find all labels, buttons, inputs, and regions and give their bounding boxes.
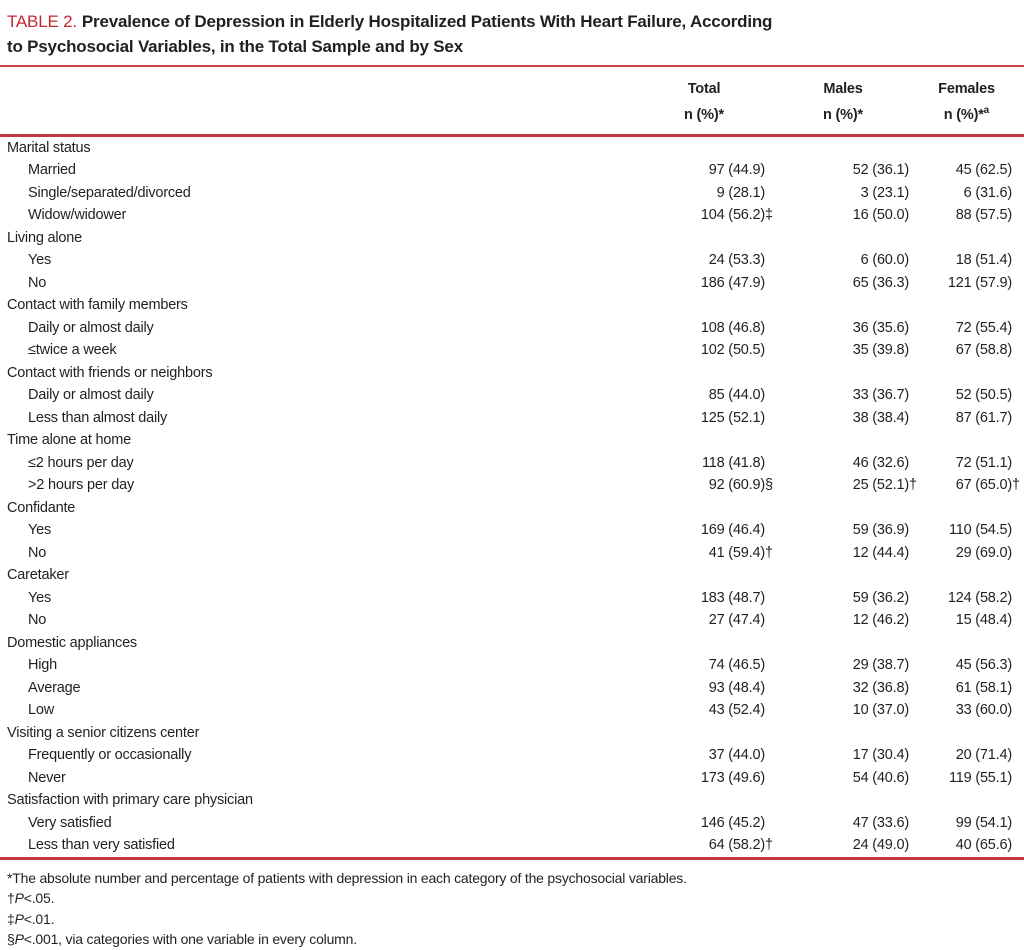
footnote-symbol: *: [7, 869, 13, 886]
data-row: [0, 159, 1024, 182]
row-label: Widow/widower: [28, 207, 127, 224]
row-label: >2 hours per day: [28, 477, 135, 494]
cell-number: 47 (33.6): [852, 814, 909, 831]
cell-number: 93 (48.4): [708, 679, 765, 696]
cell-value: [777, 159, 921, 182]
cell-number: 67 (58.8): [955, 342, 1012, 359]
cell-number: 12 (44.4): [852, 544, 909, 561]
group-row: [0, 632, 1024, 655]
cell-number: 59 (36.2): [852, 589, 909, 606]
footnote-line: [7, 868, 1016, 889]
data-row: [0, 812, 1024, 835]
cell-value: [643, 542, 777, 565]
cell-value: [643, 564, 777, 587]
column-header-males-name: Males: [823, 81, 863, 97]
data-row: [0, 272, 1024, 295]
row-label: Never: [28, 769, 66, 786]
cell-value: [777, 249, 921, 272]
cell-value: [777, 452, 921, 475]
cell-value: [921, 182, 1024, 205]
footnote-line: [7, 909, 1016, 930]
row-label: Yes: [28, 252, 52, 269]
cell-value: [777, 135, 921, 159]
cell-number: 15 (48.4): [955, 612, 1012, 629]
cell-number: 119 (55.1): [948, 769, 1012, 786]
cell-number: 108 (46.8): [700, 319, 765, 336]
cell-value: [921, 497, 1024, 520]
cell-number: 38 (38.4): [852, 409, 909, 426]
cell-value: [921, 609, 1024, 632]
group-label: Visiting a senior citizens center: [7, 724, 200, 741]
cell-value: [777, 699, 921, 722]
row-header-spacer: [0, 66, 643, 135]
cell-value: [643, 452, 777, 475]
row-label: Very satisfied: [28, 814, 112, 831]
cell-value: [777, 767, 921, 790]
cell-significance-marker: †: [1012, 477, 1020, 494]
data-row: [0, 654, 1024, 677]
cell-number: 85 (44.0): [708, 387, 765, 404]
cell-value: [643, 227, 777, 250]
group-row: [0, 789, 1024, 812]
row-label: High: [28, 657, 58, 674]
cell-value: [643, 834, 777, 858]
cell-number: 104 (56.2): [700, 207, 765, 224]
cell-number: 27 (47.4): [708, 612, 765, 629]
cell-value: [643, 407, 777, 430]
cell-value: [643, 587, 777, 610]
cell-number: 173 (49.6): [700, 769, 765, 786]
row-label: Yes: [28, 522, 52, 539]
cell-value: [921, 654, 1024, 677]
data-row: [0, 677, 1024, 700]
cell-value: [777, 834, 921, 858]
cell-value: [921, 677, 1024, 700]
cell-value: [921, 339, 1024, 362]
footnote-line: [7, 929, 1016, 950]
row-label: Married: [28, 162, 76, 179]
footnote-text: The absolute number and percentage of patients with depression in each category of the psychosocial variables.: [12, 869, 687, 886]
cell-number: 92 (60.9): [708, 477, 765, 494]
cell-value: [643, 609, 777, 632]
cell-number: 46 (32.6): [852, 454, 909, 471]
cell-value: [643, 497, 777, 520]
cell-number: 52 (50.5): [955, 387, 1012, 404]
cell-number: 43 (52.4): [708, 702, 765, 719]
data-row: [0, 452, 1024, 475]
cell-value: [777, 204, 921, 227]
row-label: Daily or almost daily: [28, 319, 154, 336]
cell-value: [777, 812, 921, 835]
cell-value: [921, 429, 1024, 452]
column-header-females: [921, 66, 1024, 135]
cell-number: 72 (55.4): [955, 319, 1012, 336]
cell-value: [777, 789, 921, 812]
footnote-text: <.01.: [23, 910, 55, 927]
cell-number: 37 (44.0): [708, 747, 765, 764]
cell-number: 33 (60.0): [955, 702, 1012, 719]
cell-number: 40 (65.6): [955, 837, 1012, 854]
footnote-p-italic: P: [14, 890, 24, 907]
row-label: ≤twice a week: [28, 342, 117, 359]
data-row: [0, 587, 1024, 610]
group-label: Living alone: [7, 229, 82, 246]
cell-number: 146 (45.2): [700, 814, 765, 831]
cell-value: [777, 474, 921, 497]
cell-value: [643, 182, 777, 205]
cell-number: 110 (54.5): [948, 522, 1012, 539]
column-header-total-name: Total: [687, 81, 721, 97]
cell-number: 6 (60.0): [860, 252, 909, 269]
data-row: [0, 249, 1024, 272]
cell-value: [777, 497, 921, 520]
cell-value: [777, 677, 921, 700]
cell-value: [777, 227, 921, 250]
cell-value: [921, 249, 1024, 272]
cell-value: [643, 474, 777, 497]
cell-value: [921, 159, 1024, 182]
cell-number: 87 (61.7): [955, 409, 1012, 426]
cell-number: 186 (47.9): [700, 274, 765, 291]
data-row: [0, 609, 1024, 632]
cell-number: 72 (51.1): [955, 454, 1012, 471]
cell-significance-marker: ‡: [765, 207, 773, 224]
row-label: Less than almost daily: [28, 409, 168, 426]
cell-value: [777, 407, 921, 430]
data-row: [0, 744, 1024, 767]
cell-number: 20 (71.4): [955, 747, 1012, 764]
group-label: Confidante: [7, 499, 76, 516]
cell-value: [643, 677, 777, 700]
column-header-females-name: Females: [938, 81, 995, 97]
cell-number: 6 (31.6): [963, 184, 1012, 201]
cell-value: [643, 812, 777, 835]
cell-number: 97 (44.9): [708, 162, 765, 179]
cell-value: [777, 722, 921, 745]
cell-value: [777, 294, 921, 317]
cell-number: 25 (52.1): [852, 477, 909, 494]
row-label: Low: [28, 702, 54, 719]
cell-number: 183 (48.7): [700, 589, 765, 606]
cell-value: [643, 654, 777, 677]
column-header-total-sub: n (%)*: [684, 106, 724, 123]
group-row: [0, 362, 1024, 385]
data-row: [0, 204, 1024, 227]
footnote-symbol: §: [7, 931, 15, 948]
cell-value: [921, 474, 1024, 497]
cell-number: 17 (30.4): [852, 747, 909, 764]
footnote-symbol: ‡: [7, 910, 15, 927]
cell-value: [777, 429, 921, 452]
cell-number: 59 (36.9): [852, 522, 909, 539]
cell-number: 45 (56.3): [955, 657, 1012, 674]
group-row: [0, 429, 1024, 452]
cell-value: [921, 767, 1024, 790]
cell-number: 32 (36.8): [852, 679, 909, 696]
group-row: [0, 135, 1024, 159]
group-row: [0, 227, 1024, 250]
cell-value: [921, 452, 1024, 475]
data-row: [0, 699, 1024, 722]
table-body: [0, 135, 1024, 858]
cell-value: [643, 159, 777, 182]
row-label: Daily or almost daily: [28, 387, 154, 404]
footnote-p-italic: P: [14, 931, 24, 948]
cell-value: [643, 135, 777, 159]
data-row: [0, 542, 1024, 565]
cell-value: [777, 587, 921, 610]
cell-value: [921, 542, 1024, 565]
group-row: [0, 564, 1024, 587]
row-label: Average: [28, 679, 81, 696]
cell-number: 35 (39.8): [852, 342, 909, 359]
group-row: [0, 722, 1024, 745]
table-title: [0, 9, 1024, 65]
cell-value: [921, 362, 1024, 385]
cell-significance-marker: †: [765, 544, 773, 561]
group-label: Satisfaction with primary care physician: [7, 792, 253, 809]
cell-value: [643, 317, 777, 340]
data-row: [0, 834, 1024, 858]
column-header-females-sup: a: [983, 105, 990, 116]
row-label: No: [28, 612, 47, 629]
cell-number: 54 (40.6): [852, 769, 909, 786]
cell-value: [921, 812, 1024, 835]
cell-value: [777, 362, 921, 385]
row-label: Single/separated/divorced: [28, 184, 191, 201]
cell-number: 24 (49.0): [852, 837, 909, 854]
cell-number: 169 (46.4): [700, 522, 765, 539]
cell-number: 118 (41.8): [701, 454, 765, 471]
cell-number: 36 (35.6): [852, 319, 909, 336]
cell-value: [643, 384, 777, 407]
group-row: [0, 497, 1024, 520]
data-row: [0, 182, 1024, 205]
cell-value: [777, 564, 921, 587]
column-header-males: [777, 66, 921, 135]
row-label: No: [28, 544, 47, 561]
footnote-symbol: †: [7, 890, 15, 907]
data-row: [0, 317, 1024, 340]
group-label: Time alone at home: [7, 432, 132, 449]
cell-value: [921, 564, 1024, 587]
cell-value: [777, 339, 921, 362]
cell-significance-marker: †: [909, 477, 917, 494]
cell-number: 16 (50.0): [852, 207, 909, 224]
cell-value: [777, 272, 921, 295]
data-row: [0, 474, 1024, 497]
cell-value: [643, 699, 777, 722]
cell-value: [921, 744, 1024, 767]
row-label: Frequently or occasionally: [28, 747, 192, 764]
cell-value: [921, 272, 1024, 295]
cell-value: [777, 317, 921, 340]
data-row: [0, 407, 1024, 430]
row-label: Less than very satisfied: [28, 837, 175, 854]
data-row: [0, 384, 1024, 407]
cell-value: [921, 632, 1024, 655]
table-title-line2: to Psychosocial Variables, in the Total Sample and by Sex: [7, 37, 463, 56]
cell-value: [921, 834, 1024, 858]
footnote-line: [7, 888, 1016, 909]
cell-value: [643, 249, 777, 272]
cell-number: 12 (46.2): [852, 612, 909, 629]
group-label: Caretaker: [7, 567, 69, 584]
cell-value: [643, 429, 777, 452]
group-label: Domestic appliances: [7, 634, 137, 651]
cell-value: [921, 699, 1024, 722]
cell-number: 74 (46.5): [708, 657, 765, 674]
table-title-line1: Prevalence of Depression in Elderly Hospitalized Patients With Heart Failure, According: [81, 12, 773, 31]
row-label: ≤2 hours per day: [28, 454, 134, 471]
group-label: Contact with friends or neighbors: [7, 364, 213, 381]
group-label: Contact with family members: [7, 297, 188, 314]
cell-value: [921, 317, 1024, 340]
cell-value: [643, 744, 777, 767]
cell-number: 65 (36.3): [852, 274, 909, 291]
data-row: [0, 767, 1024, 790]
column-header-males-sub: n (%)*: [823, 106, 863, 123]
cell-number: 99 (54.1): [955, 814, 1012, 831]
cell-value: [921, 789, 1024, 812]
cell-value: [643, 767, 777, 790]
cell-value: [777, 384, 921, 407]
cell-number: 29 (69.0): [955, 544, 1012, 561]
cell-value: [643, 204, 777, 227]
cell-number: 88 (57.5): [955, 207, 1012, 224]
cell-number: 64 (58.2): [708, 837, 765, 854]
cell-number: 3 (23.1): [860, 184, 909, 201]
cell-value: [921, 294, 1024, 317]
group-row: [0, 294, 1024, 317]
cell-number: 121 (57.9): [947, 274, 1012, 291]
cell-value: [921, 227, 1024, 250]
cell-value: [777, 654, 921, 677]
cell-number: 124 (58.2): [947, 589, 1012, 606]
cell-value: [921, 384, 1024, 407]
cell-number: 52 (36.1): [852, 162, 909, 179]
footnote-p-italic: P: [14, 910, 24, 927]
cell-value: [643, 789, 777, 812]
row-label: Yes: [28, 589, 52, 606]
cell-value: [777, 519, 921, 542]
cell-number: 41 (59.4): [708, 544, 765, 561]
cell-value: [777, 609, 921, 632]
row-label: No: [28, 274, 47, 291]
cell-number: 125 (52.1): [700, 409, 765, 426]
group-label: Marital status: [7, 139, 91, 156]
cell-number: 18 (51.4): [955, 252, 1012, 269]
cell-value: [643, 294, 777, 317]
table-number: TABLE 2.: [7, 12, 77, 31]
column-header-females-sub: n (%)*: [943, 106, 984, 123]
cell-value: [921, 587, 1024, 610]
cell-number: 10 (37.0): [852, 702, 909, 719]
cell-value: [777, 542, 921, 565]
cell-value: [777, 744, 921, 767]
footnotes: [0, 860, 1024, 950]
data-row: [0, 519, 1024, 542]
column-header-total: [643, 66, 777, 135]
cell-value: [643, 722, 777, 745]
data-row: [0, 339, 1024, 362]
cell-value: [643, 362, 777, 385]
cell-value: [921, 135, 1024, 159]
cell-significance-marker: †: [765, 837, 773, 854]
cell-value: [921, 519, 1024, 542]
cell-number: 45 (62.5): [955, 162, 1012, 179]
cell-number: 102 (50.5): [700, 342, 765, 359]
table-header: [0, 66, 1024, 135]
cell-value: [921, 204, 1024, 227]
cell-value: [777, 632, 921, 655]
cell-value: [643, 339, 777, 362]
cell-value: [643, 272, 777, 295]
cell-number: 29 (38.7): [852, 657, 909, 674]
cell-number: 33 (36.7): [852, 387, 909, 404]
footnote-text: <.001, via categories with one variable in every column.: [23, 931, 357, 948]
cell-value: [643, 519, 777, 542]
footnote-text: <.05.: [23, 890, 55, 907]
cell-number: 9 (28.1): [716, 184, 765, 201]
cell-value: [643, 632, 777, 655]
prevalence-table: [0, 65, 1024, 860]
cell-number: 24 (53.3): [708, 252, 765, 269]
cell-value: [921, 407, 1024, 430]
cell-value: [921, 722, 1024, 745]
cell-number: 61 (58.1): [955, 679, 1012, 696]
cell-significance-marker: §: [765, 477, 773, 494]
cell-number: 67 (65.0): [955, 477, 1012, 494]
cell-value: [777, 182, 921, 205]
